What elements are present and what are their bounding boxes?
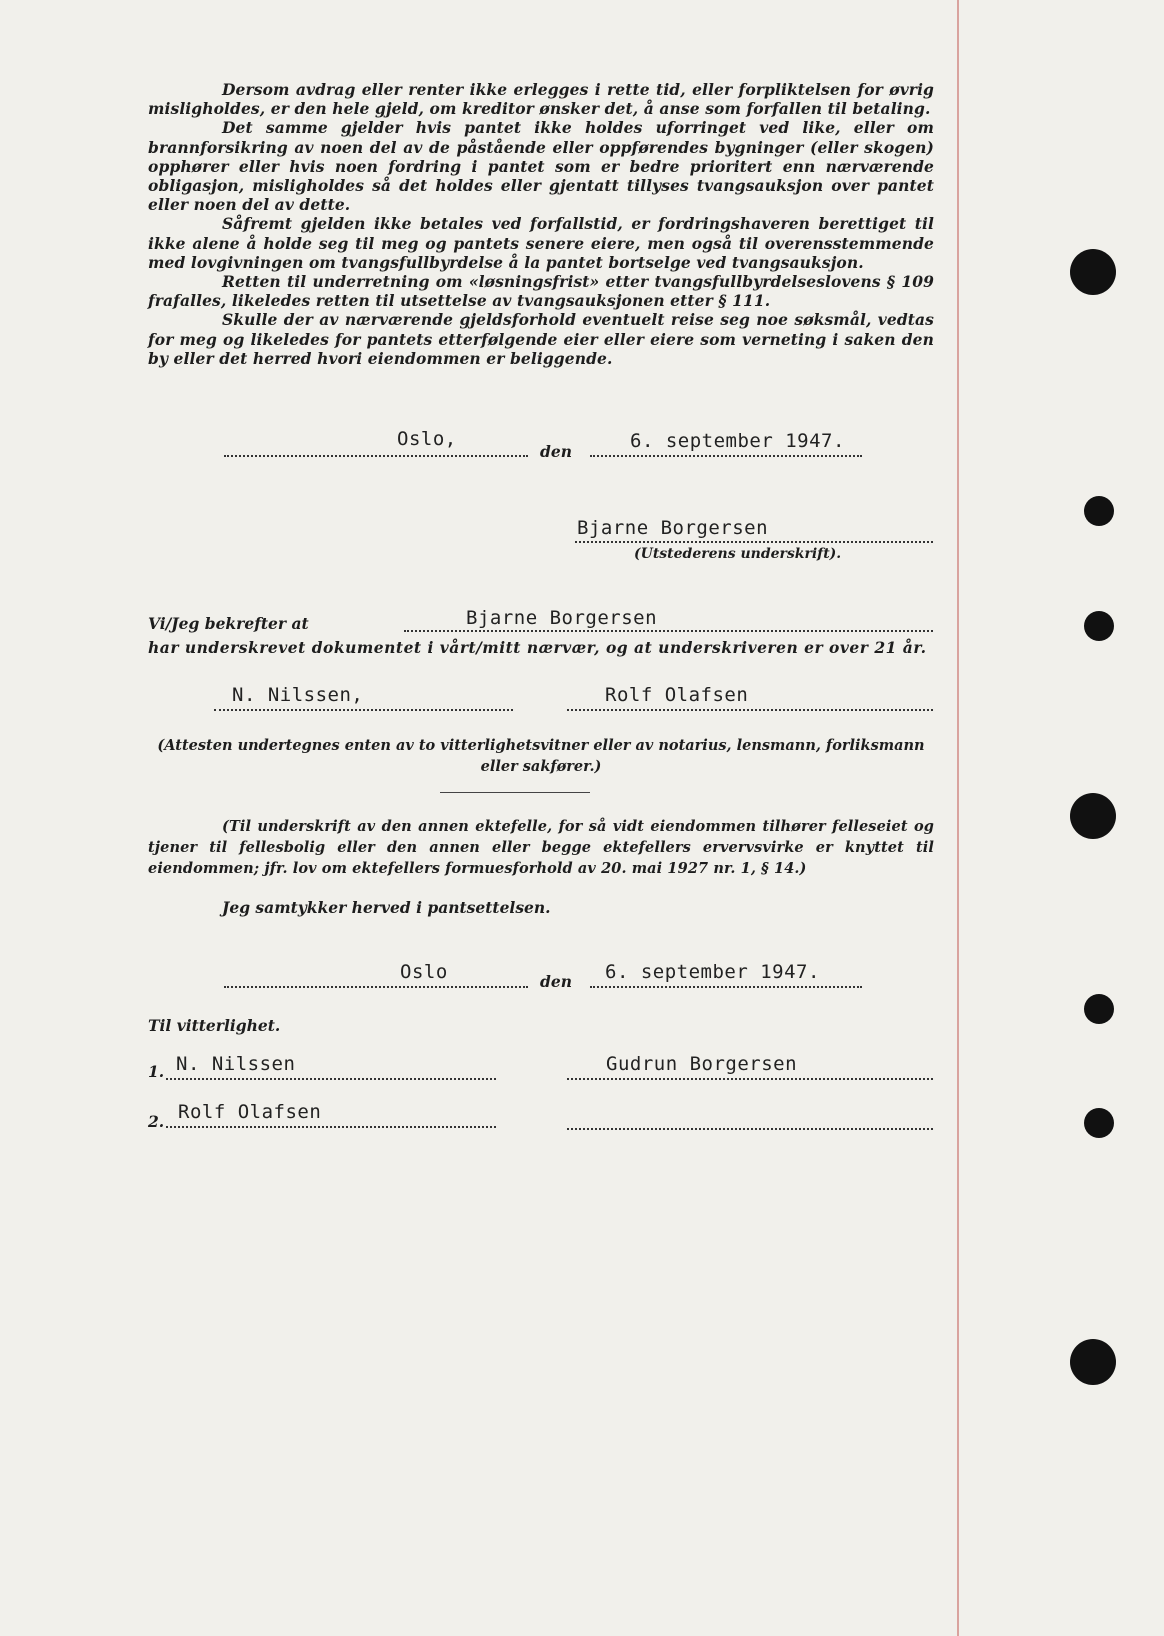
consent-place-line (224, 986, 528, 988)
attestation-note (148, 735, 934, 777)
paragraph-forced-sale: Såfremt gjelden ikke betales ved forfallstid, er fordringshaveren berettiget til ikke alene å holde seg til meg og pantets senere eiere, men også til overensstemmende med lovgivningen om tvangsfullbyrdelse å la pantet bortselge ved tvangsauksjon. (148, 214, 934, 272)
confirmation-line2: har underskrevet dokumentet i vårt/mitt nærvær, og at underskriveren er over 21 år. (148, 638, 927, 657)
witness1-line (214, 709, 513, 711)
consent-place: Oslo (400, 961, 448, 983)
witness-row-2-number: 2. (148, 1112, 165, 1131)
paragraph-insurance: Det samme gjelder hvis pantet ikke holdes uforringet ved like, eller om brannforsikring av noen del av de påstående eller oppførendes bygninger (eller skogen) opphører eller hvis noen fordring i pantet som er bedre prioritert enn nærværende obligasjon, misligholdes så det holdes eller gjentatt tillyses tvangsauksjon over pantet eller noen del av dette. (148, 118, 934, 215)
place-line (224, 455, 528, 457)
binder-hole (1084, 496, 1114, 526)
issuer-signature: Bjarne Borgersen (577, 517, 769, 539)
date-line (590, 455, 862, 457)
attestation-note-line2: eller sakfører.) (480, 758, 602, 775)
legal-text (148, 80, 934, 368)
attestation-note-line1: (Attesten undertegnes enten av to vitterlighetsvitner eller av notarius, lensmann, forliksmann (157, 737, 925, 754)
spouse-note-text: (Til underskrift av den annen ektefelle, for så vidt eiendommen tilhører felleseiet og tjener til fellesbolig eller den annen eller begge ektefellers ervervsvirke er knyttet til eiendommen; jfr. lov om ektefellers formuesforhold av 20. mai 1927 nr. 1, § 14.) (148, 818, 934, 877)
witness2-name: Rolf Olafsen (605, 684, 749, 706)
paragraph-notice: Retten til underretning om «løsningsfrist» etter tvangsfullbyrdelseslovens § 109 frafalles, likeledes retten til utsettelse av tvangsauksjonen etter § 111. (148, 272, 934, 311)
witness2-line (567, 709, 933, 711)
consent-date-line (590, 986, 862, 988)
confirmation-name: Bjarne Borgersen (466, 607, 658, 629)
second-signature-line (567, 1128, 933, 1130)
witness-row-1-number: 1. (148, 1062, 165, 1081)
binder-hole (1084, 1108, 1114, 1138)
section-divider (440, 792, 590, 793)
binder-hole (1084, 611, 1114, 641)
witness-row-1-name: N. Nilssen (176, 1053, 296, 1075)
signature-line (575, 541, 933, 543)
binder-hole (1084, 994, 1114, 1024)
witness-row-2-line (166, 1126, 496, 1128)
signing-place: Oslo, (397, 428, 457, 450)
consent-text: Jeg samtykker herved i pantsettelsen. (222, 898, 551, 917)
spouse-signature: Gudrun Borgersen (606, 1053, 798, 1075)
spouse-signature-line (567, 1078, 933, 1080)
binder-hole (1070, 1339, 1116, 1385)
vitterlighet-label: Til vitterlighet. (148, 1016, 281, 1035)
den-label: den (540, 442, 572, 461)
consent-date: 6. september 1947. (605, 961, 820, 983)
witness-row-1-line (166, 1078, 496, 1080)
consent-den-label: den (540, 972, 572, 991)
signing-date: 6. september 1947. (630, 430, 845, 452)
paragraph-venue: Skulle der av nærværende gjeldsforhold eventuelt reise seg noe søksmål, vedtas for meg og likeledes for pantets etterfølgende eier eller eiere som verneting i saken den by eller det herred hvori eiendommen er beliggende. (148, 310, 934, 368)
confirmation-name-line (404, 630, 933, 632)
margin-line (957, 0, 959, 1636)
witness-row-2-name: Rolf Olafsen (178, 1101, 322, 1123)
issuer-caption: (Utstederens underskrift). (634, 546, 842, 562)
paragraph-default: Dersom avdrag eller renter ikke erlegges i rette tid, eller forpliktelsen for øvrig misligholdes, er den hele gjeld, om kreditor ønsker det, å anse som forfallen til betaling. (148, 80, 934, 119)
witness1-name: N. Nilssen, (232, 684, 364, 706)
binder-hole (1070, 793, 1116, 839)
confirmation-prefix: Vi/Jeg bekrefter at (148, 614, 309, 633)
binder-hole (1070, 249, 1116, 295)
spouse-note (148, 816, 934, 879)
